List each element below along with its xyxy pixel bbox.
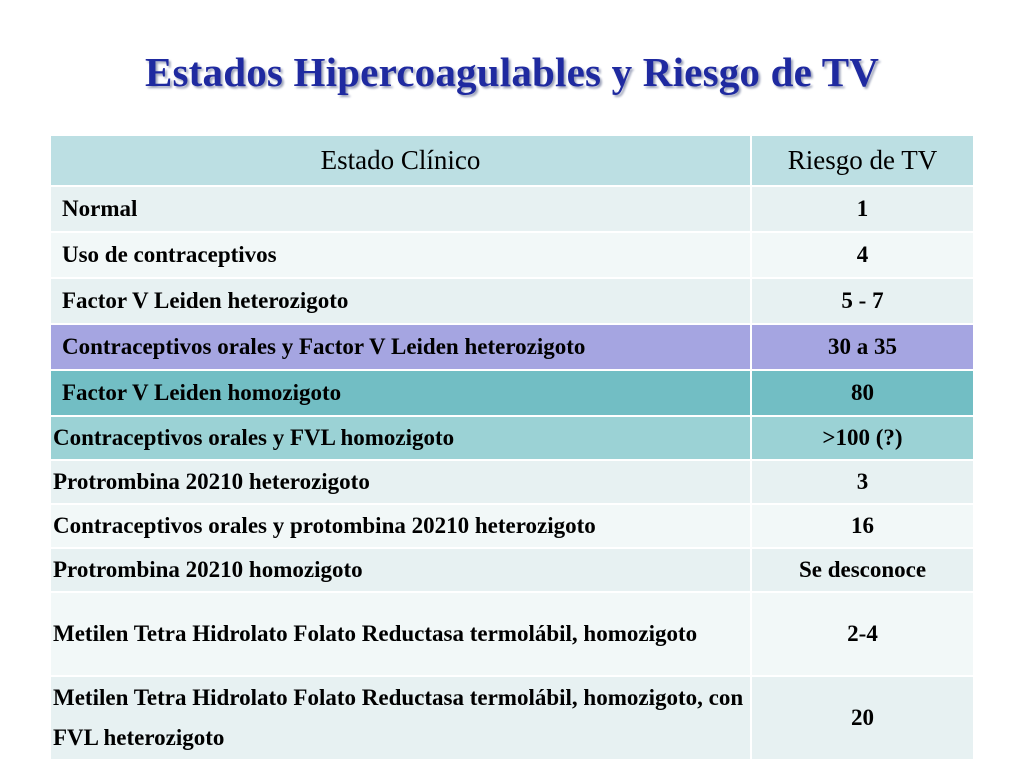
condition-cell: Normal	[51, 186, 751, 232]
risk-cell: 5 - 7	[751, 278, 973, 324]
condition-cell: Protrombina 20210 heterozigoto	[51, 460, 751, 504]
condition-cell: Factor V Leiden homozigoto	[51, 370, 751, 416]
risk-cell: 2-4	[751, 592, 973, 676]
risk-cell: 1	[751, 186, 973, 232]
table-row	[51, 676, 973, 760]
risk-cell: Se desconoce	[751, 548, 973, 592]
table-body	[51, 186, 973, 760]
risk-table	[51, 136, 973, 761]
risk-cell: 16	[751, 504, 973, 548]
risk-cell: 80	[751, 370, 973, 416]
table-row-highlight	[51, 324, 973, 370]
header-condition: Estado Clínico	[51, 136, 751, 186]
condition-cell: Contraceptivos orales y FVL homozigoto	[51, 416, 751, 460]
condition-cell: Metilen Tetra Hidrolato Folato Reductasa termolábil, homozigoto	[51, 592, 751, 676]
table-row	[51, 460, 973, 504]
risk-cell: 20	[751, 676, 973, 760]
table-row-highlight	[51, 370, 973, 416]
table-header	[51, 136, 973, 186]
condition-cell: Contraceptivos orales y Factor V Leiden heterozigoto	[51, 324, 751, 370]
condition-cell: Contraceptivos orales y protombina 20210 heterozigoto	[51, 504, 751, 548]
table-row	[51, 504, 973, 548]
slide-title: Estados Hipercoagulables y Riesgo de TV	[144, 49, 880, 95]
table-row-highlight	[51, 416, 973, 460]
table-row	[51, 186, 973, 232]
risk-cell: >100 (?)	[751, 416, 973, 460]
header-row	[51, 136, 973, 186]
condition-cell: Metilen Tetra Hidrolato Folato Reductasa termolábil, homozigoto, con FVL heterozigoto	[51, 676, 751, 760]
condition-cell: Factor V Leiden heterozigoto	[51, 278, 751, 324]
condition-cell: Uso de contraceptivos	[51, 232, 751, 278]
table-row	[51, 548, 973, 592]
table-row	[51, 232, 973, 278]
condition-cell: Protrombina 20210 homozigoto	[51, 548, 751, 592]
header-risk: Riesgo de TV	[751, 136, 973, 186]
risk-cell: 4	[751, 232, 973, 278]
table-row	[51, 278, 973, 324]
table-row	[51, 592, 973, 676]
risk-cell: 30 a 35	[751, 324, 973, 370]
risk-cell: 3	[751, 460, 973, 504]
